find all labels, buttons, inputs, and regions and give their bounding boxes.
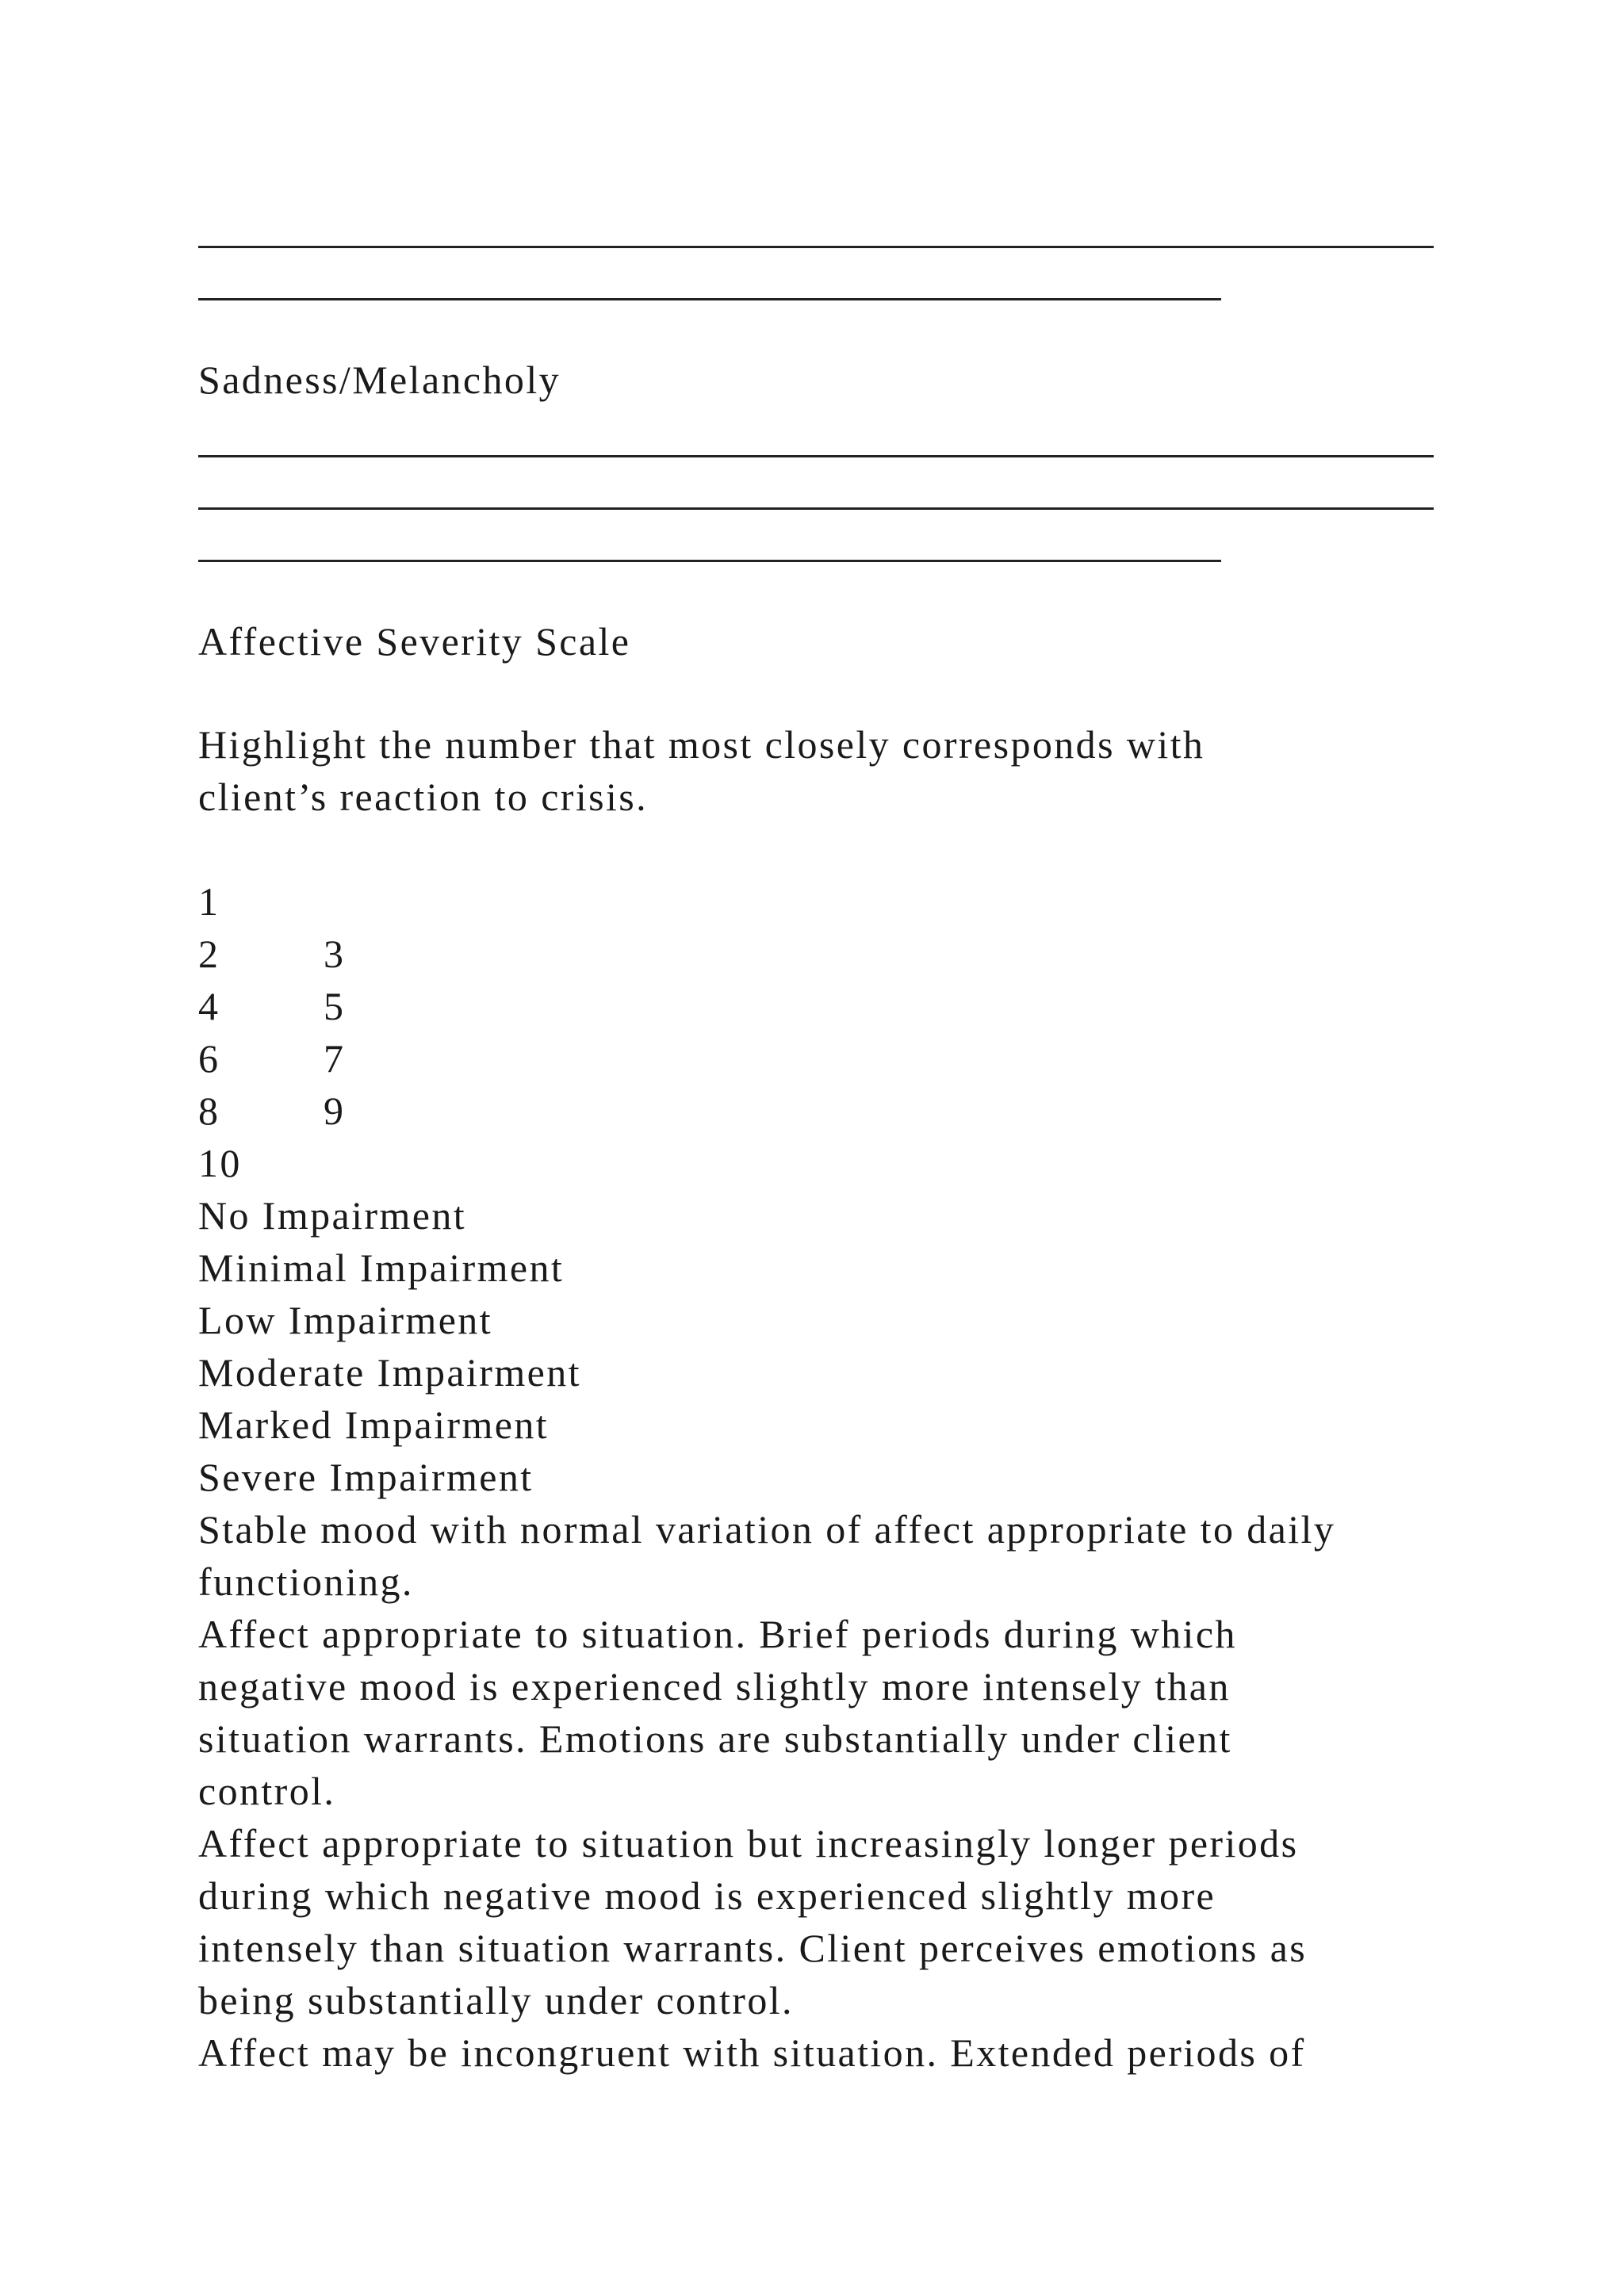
scale-instruction-line: client’s reaction to crisis.: [198, 775, 649, 819]
description-line: situation warrants. Emotions are substantially under client: [198, 1716, 1232, 1761]
section-heading-sadness: Sadness/Melancholy: [198, 358, 561, 402]
description-line: control.: [198, 1769, 336, 1813]
scale-number-2[interactable]: 2: [198, 932, 220, 976]
scale-number-row: [198, 1085, 346, 1137]
answer-line[interactable]: [198, 560, 1221, 562]
scale-number-4[interactable]: 4: [198, 984, 220, 1028]
description-line: Affect appropriate to situation but increasingly longer periods: [198, 1821, 1299, 1866]
description-line: being substantially under control.: [198, 1978, 794, 2022]
scale-number-1[interactable]: 1: [198, 879, 220, 924]
impairment-level-none: No Impairment: [198, 1193, 467, 1238]
description-line: functioning.: [198, 1559, 414, 1604]
impairment-level-low: Low Impairment: [198, 1298, 493, 1342]
scale-number-10[interactable]: 10: [198, 1141, 242, 1185]
scale-number-9[interactable]: 9: [324, 1089, 346, 1133]
answer-line[interactable]: [198, 455, 1434, 457]
impairment-level-marked: Marked Impairment: [198, 1402, 550, 1447]
scale-number-7[interactable]: 7: [324, 1036, 346, 1081]
scale-number-row: [198, 928, 346, 980]
scale-number-8[interactable]: 8: [198, 1089, 220, 1133]
description-line: negative mood is experienced slightly more intensely than: [198, 1664, 1231, 1709]
description-line: Stable mood with normal variation of affect appropriate to daily: [198, 1507, 1336, 1552]
impairment-level-moderate: Moderate Impairment: [198, 1350, 581, 1395]
answer-line[interactable]: [198, 507, 1434, 510]
scale-title: Affective Severity Scale: [198, 619, 631, 664]
scale-number-6[interactable]: 6: [198, 1036, 220, 1081]
answer-line[interactable]: [198, 246, 1434, 248]
description-line: intensely than situation warrants. Client perceives emotions as: [198, 1926, 1308, 1970]
description-line: Affect appropriate to situation. Brief periods during which: [198, 1612, 1237, 1656]
scale-number-row: [198, 980, 346, 1032]
scale-number-5[interactable]: 5: [324, 984, 346, 1028]
scale-number-row: [198, 1137, 242, 1189]
answer-line[interactable]: [198, 298, 1221, 300]
scale-number-row: [198, 1032, 346, 1085]
impairment-level-severe: Severe Impairment: [198, 1455, 534, 1499]
description-line: during which negative mood is experienced slightly more: [198, 1873, 1216, 1918]
description-line: Affect may be incongruent with situation. Extended periods of: [198, 2030, 1306, 2075]
scale-instruction-line: Highlight the number that most closely corresponds with: [198, 722, 1205, 767]
scale-number-3[interactable]: 3: [324, 932, 346, 976]
scale-number-row: [198, 875, 220, 928]
impairment-level-minimal: Minimal Impairment: [198, 1246, 565, 1290]
